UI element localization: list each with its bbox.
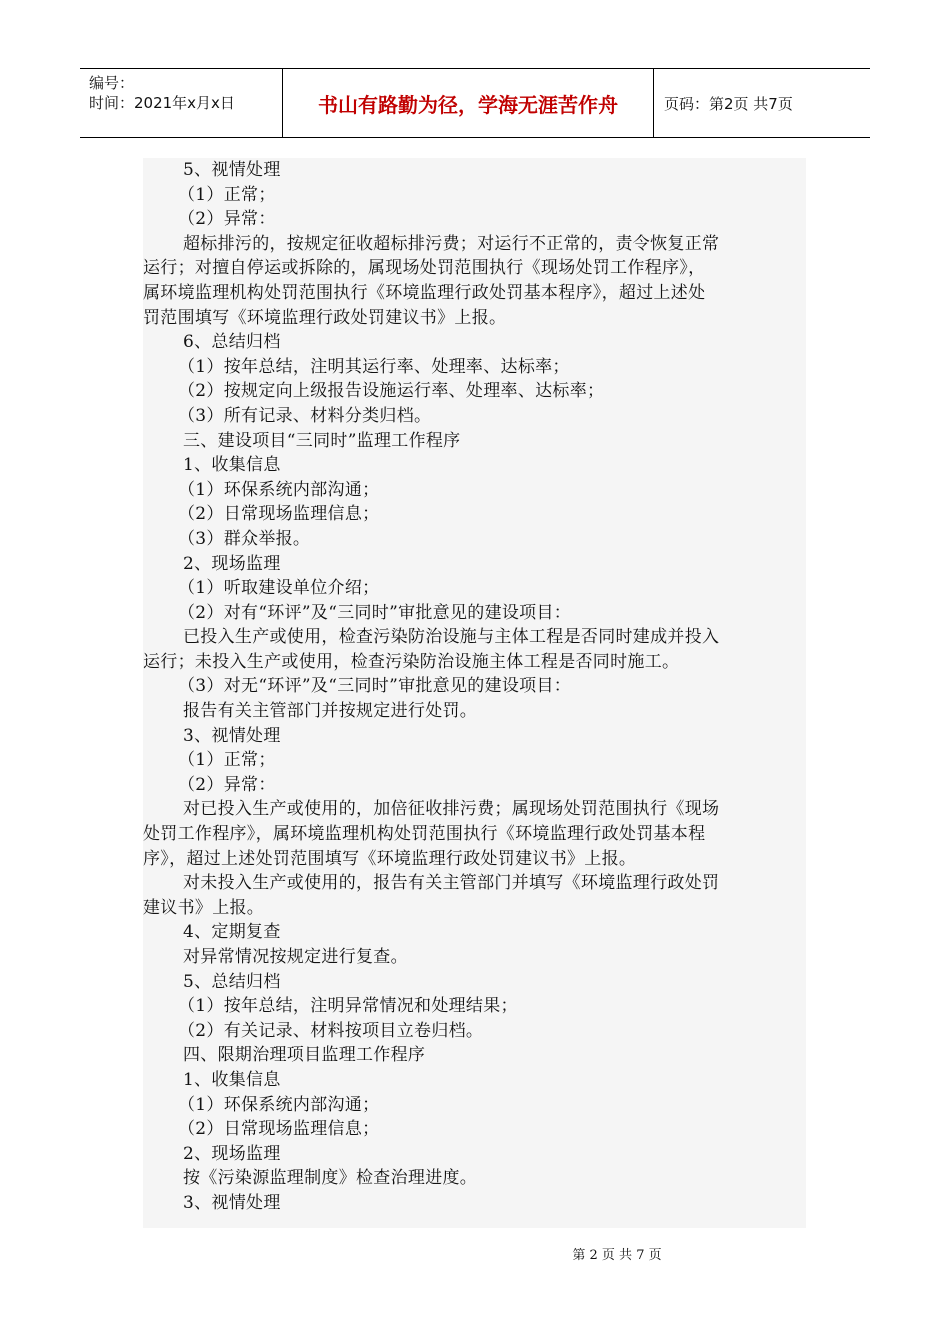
text-line: 5、视情处理 bbox=[183, 160, 281, 180]
text-line: 对异常情况按规定进行复查。 bbox=[183, 947, 408, 967]
text-line: 5、总结归档 bbox=[183, 971, 281, 992]
text-line: 对未投入生产或使用的，报告有关主管部门并填写《环境监理行政处罚 bbox=[183, 873, 720, 894]
page-header bbox=[80, 68, 870, 138]
text-line: 四、限期治理项目监理工作程序 bbox=[183, 1045, 426, 1066]
document-number-label: 编号： bbox=[89, 74, 135, 92]
text-line: （2）对有“环评”及“三同时”审批意见的建设项目： bbox=[178, 602, 572, 623]
text-line: （1）按年总结，注明其运行率、处理率、达标率； bbox=[178, 356, 570, 377]
text-line: （3）对无“环评”及“三同时”审批意见的建设项目： bbox=[178, 676, 572, 697]
text-line: （2）日常现场监理信息； bbox=[178, 504, 380, 525]
text-line: （1）环保系统内部沟通； bbox=[178, 1094, 380, 1115]
text-line: （1）正常； bbox=[178, 750, 276, 771]
text-line: 对已投入生产或使用的，加倍征收排污费；属现场处罚范围执行《现场 bbox=[183, 799, 720, 820]
text-line: 建议书》上报。 bbox=[143, 897, 265, 918]
document-body bbox=[143, 158, 806, 1228]
header-page-info: 页码：第2页 共7页 bbox=[664, 94, 793, 113]
text-line: 超标排污的，按规定征收超标排污费；对运行不正常的，责令恢复正常 bbox=[183, 233, 720, 254]
text-line: 报告有关主管部门并按规定进行处罚。 bbox=[183, 701, 478, 722]
text-line: 3、视情处理 bbox=[183, 725, 281, 746]
document-date: 时间：2021年x月x日 bbox=[89, 94, 235, 112]
text-line: 2、现场监理 bbox=[183, 553, 281, 574]
text-line: （1）按年总结，注明异常情况和处理结果； bbox=[178, 996, 518, 1017]
text-line: （2）按规定向上级报告设施运行率、处理率、达标率； bbox=[178, 381, 605, 402]
text-line: 3、视情处理 bbox=[183, 1192, 281, 1213]
text-line: 处罚工作程序》，属环境监理机构处罚范围执行《环境监理行政处罚基本程 bbox=[143, 824, 706, 845]
page-footer bbox=[0, 1244, 950, 1263]
text-line: 已投入生产或使用，检查污染防治设施与主体工程是否同时建成并投入 bbox=[183, 627, 720, 648]
text-line: 6、总结归档 bbox=[183, 332, 281, 353]
text-line: 2、现场监理 bbox=[183, 1143, 281, 1164]
text-line: 4、定期复查 bbox=[183, 922, 281, 943]
text-line: （2）异常： bbox=[178, 774, 276, 795]
text-line: （2）异常： bbox=[178, 209, 276, 230]
text-line: 三、建设项目“三同时”监理工作程序 bbox=[183, 430, 461, 451]
text-line: （3）群众举报。 bbox=[178, 528, 311, 549]
text-line: 序》，超过上述处罚范围填写《环境监理行政处罚建议书》上报。 bbox=[143, 848, 637, 869]
text-line: 1、收集信息 bbox=[183, 1069, 281, 1090]
text-line: 1、收集信息 bbox=[183, 455, 281, 476]
text-line: 罚范围填写《环境监理行政处罚建议书》上报。 bbox=[143, 307, 507, 328]
text-line: （2）有关记录、材料按项目立卷归档。 bbox=[178, 1020, 484, 1041]
text-line: （1）环保系统内部沟通； bbox=[178, 479, 380, 500]
text-line: 运行；未投入生产或使用，检查污染防治设施主体工程是否同时施工。 bbox=[143, 651, 680, 672]
text-line: 运行；对擅自停运或拆除的，属现场处罚范围执行《现场处罚工作程序》， bbox=[143, 258, 706, 279]
text-line: 按《污染源监理制度》检查治理进度。 bbox=[183, 1168, 478, 1189]
text-line: （2）日常现场监理信息； bbox=[178, 1119, 380, 1140]
text-line: （1）听取建设单位介绍； bbox=[178, 578, 380, 599]
text-line: （1）正常； bbox=[178, 184, 276, 205]
header-meta bbox=[80, 69, 283, 137]
text-line: （3）所有记录、材料分类归档。 bbox=[178, 405, 432, 426]
header-motto: 书山有路勤为径，学海无涯苦作舟 bbox=[283, 69, 654, 137]
text-line: 属环境监理机构处罚范围执行《环境监理行政处罚基本程序》，超过上述处 bbox=[143, 282, 706, 303]
footer-page-number: 第 2 页 共 7 页 bbox=[572, 1248, 662, 1263]
